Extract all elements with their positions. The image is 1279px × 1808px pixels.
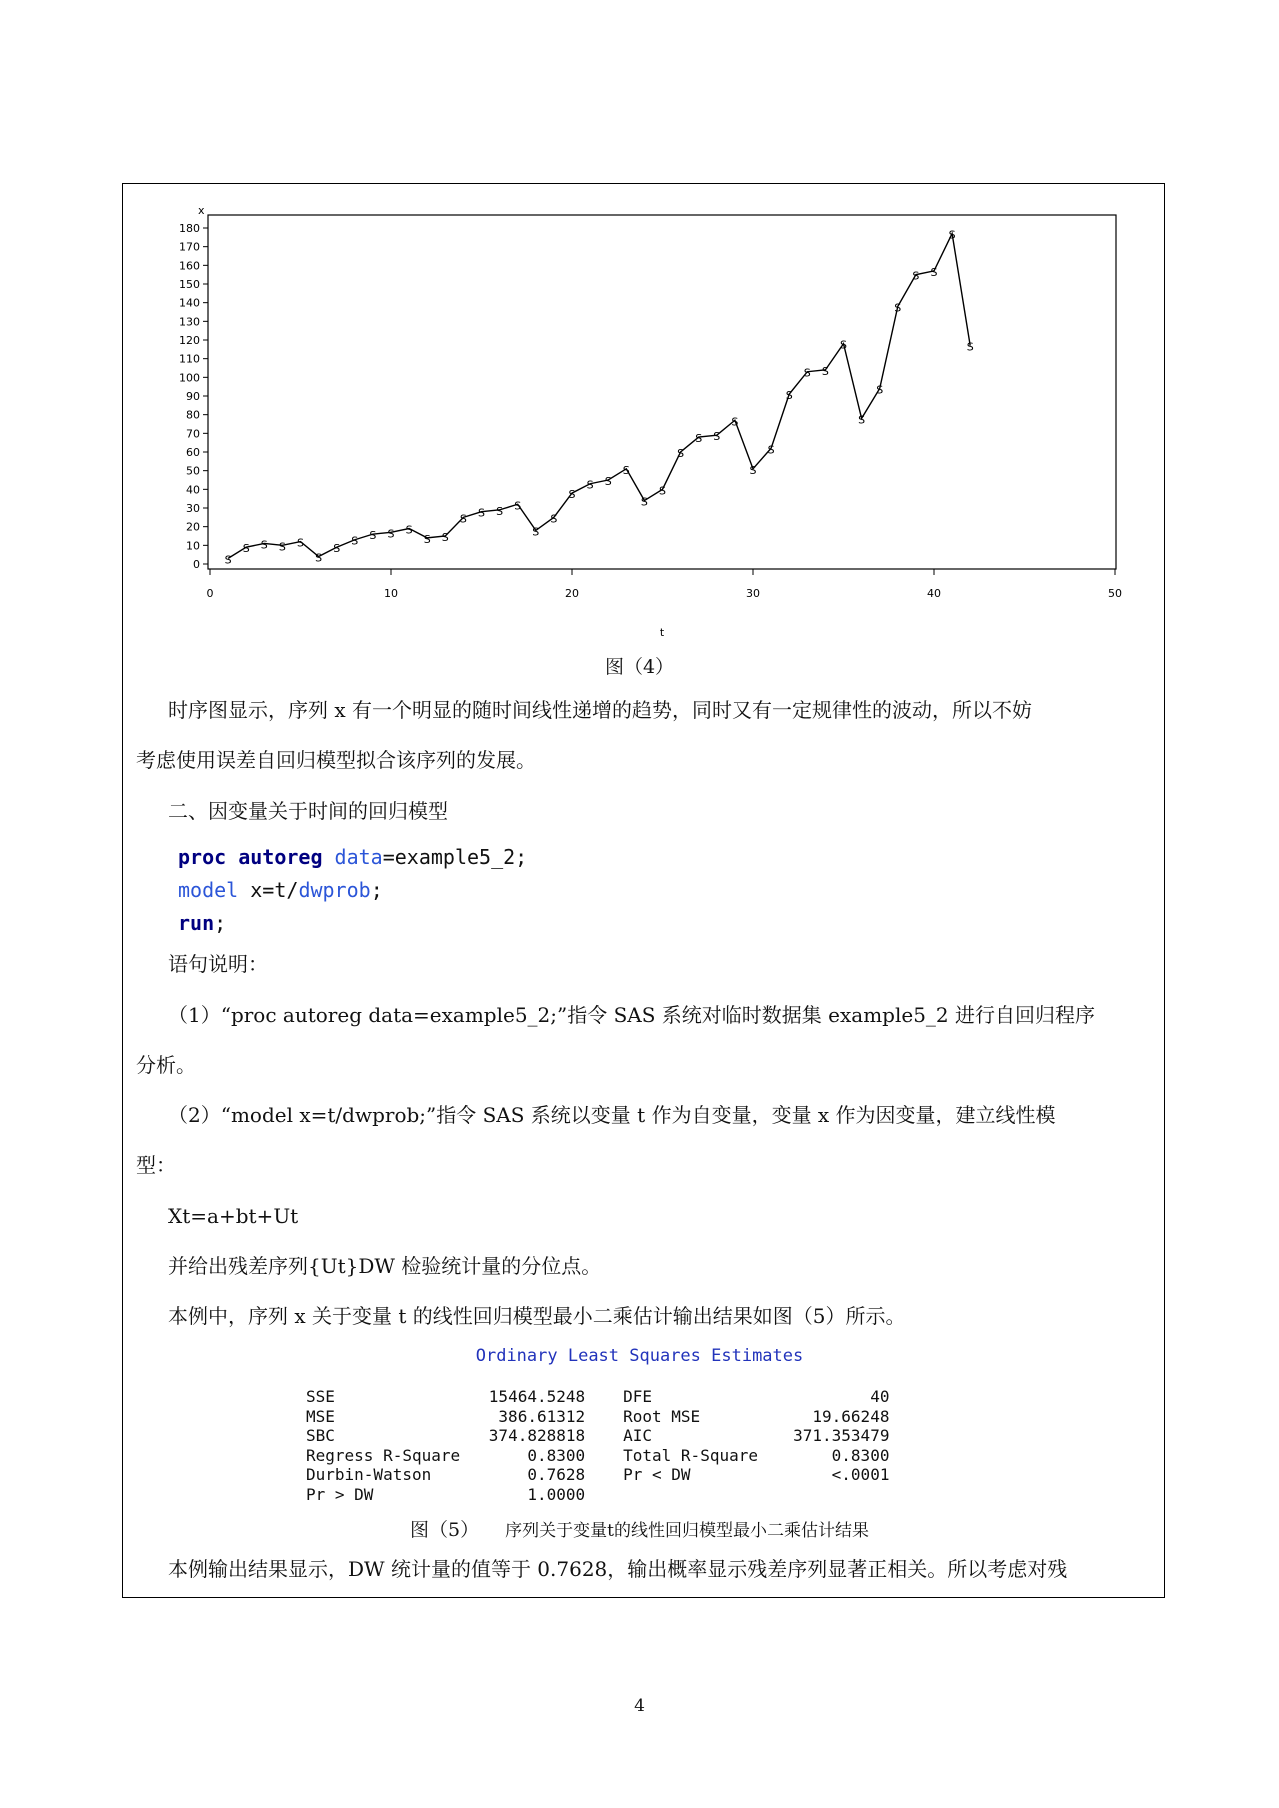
data-point-marker: S	[677, 447, 685, 460]
ols-row	[306, 1407, 889, 1427]
data-point-marker: S	[659, 484, 666, 498]
stat-label: Durbin-Watson	[306, 1465, 432, 1484]
final-paragraph: 本例输出结果显示，DW 统计量的值等于 0.7628，输出概率显示残差序列显著正相关。所以考虑对残	[168, 1557, 1068, 1581]
series-line-x	[228, 234, 970, 559]
ols-row	[306, 1446, 889, 1466]
y-tick-label: 80	[186, 408, 200, 422]
y-tick-label: 100	[179, 371, 200, 385]
data-point-marker: S	[550, 512, 558, 526]
page-number: 4	[634, 1696, 645, 1716]
stat-value: <.0001	[831, 1465, 890, 1484]
stat-value: 374.828818	[488, 1426, 586, 1445]
stat-label: SBC	[306, 1426, 335, 1445]
stat-value: 0.7628	[527, 1465, 586, 1484]
code-text: =example5_2;	[382, 845, 528, 869]
data-point-marker: S	[713, 430, 721, 444]
data-point-marker: S	[803, 366, 811, 380]
section-heading-2: 二、因变量关于时间的回归模型	[168, 799, 448, 823]
data-point-marker: S	[297, 536, 304, 550]
x-axis-label: t	[659, 626, 665, 639]
figure-5-caption	[0, 1515, 1279, 1542]
paragraph-1-line-1: 时序图显示，序列 x 有一个明显的随时间线性递增的趋势，同时又有一定规律性的波动，所以不妨	[168, 698, 1032, 722]
x-tick-label: 40	[927, 587, 941, 600]
stat-label: Pr > DW	[306, 1484, 374, 1504]
y-tick-label: 70	[186, 427, 200, 441]
data-point-marker: S	[333, 542, 341, 556]
data-point-marker: S	[948, 228, 956, 242]
data-point-marker: S	[242, 542, 250, 556]
code-option: dwprob	[298, 878, 371, 902]
data-point-marker: S	[568, 488, 576, 502]
code-text: ;	[370, 878, 383, 902]
stat-value	[793, 1485, 889, 1505]
stat-label: Pr < DW	[623, 1465, 691, 1484]
y-tick-label: 30	[186, 502, 200, 515]
figure-5-text: 序列关于变量t的线性回归模型最小二乘估计结果	[505, 1521, 869, 1541]
data-point-marker: S	[441, 531, 449, 544]
dw-paragraph: 并给出残差序列{Ut}DW 检验统计量的分位点。	[168, 1254, 602, 1278]
data-point-marker: S	[640, 495, 648, 509]
data-point-marker: S	[369, 529, 377, 543]
model-formula: Xt=a+bt+Ut	[168, 1204, 299, 1228]
stat-value: 15464.5248	[488, 1387, 586, 1406]
stat-label: MSE	[306, 1406, 335, 1426]
y-tick-label: 180	[179, 222, 200, 235]
data-point-marker: S	[912, 269, 920, 283]
series-markers	[225, 229, 974, 567]
time-series-plot	[140, 200, 1150, 640]
data-point-marker: S	[876, 383, 884, 397]
code-option: model	[178, 878, 239, 902]
stat-value: 1.0000	[527, 1484, 586, 1504]
stat-label: Total R-Square	[623, 1445, 758, 1465]
code-line-2	[178, 877, 383, 903]
code-text: ;	[214, 911, 227, 935]
data-point-marker: S	[622, 463, 630, 477]
data-point-marker: S	[695, 432, 703, 446]
item-2-line-2: 型：	[136, 1153, 176, 1177]
y-tick-label: 60	[186, 446, 200, 459]
y-tick-label: 160	[179, 259, 200, 273]
data-point-marker: S	[767, 443, 775, 457]
y-tick-label: 170	[179, 240, 200, 254]
x-tick-label: 10	[384, 587, 398, 600]
code-option: data	[334, 845, 383, 869]
data-point-marker: S	[604, 475, 612, 488]
y-axis	[179, 222, 208, 571]
stat-label: AIC	[623, 1426, 653, 1445]
ols-row	[306, 1485, 889, 1505]
code-keyword: run	[178, 911, 215, 935]
data-point-marker: S	[478, 506, 485, 520]
data-point-marker: S	[224, 553, 232, 567]
stat-label	[623, 1485, 793, 1505]
figure-4-caption: 图（4）	[604, 656, 675, 678]
y-tick-label: 20	[186, 520, 200, 534]
data-point-marker: S	[532, 525, 540, 539]
y-tick-label: 0	[193, 558, 200, 571]
data-point-marker: S	[405, 523, 413, 537]
y-tick-label: 10	[186, 539, 200, 553]
y-tick-label: 40	[186, 483, 200, 497]
data-point-marker: S	[731, 415, 739, 429]
ols-row	[306, 1387, 889, 1407]
code-keyword: proc autoreg	[178, 845, 323, 869]
paragraph-1-line-2: 考虑使用误差自回归模型拟合该序列的发展。	[136, 748, 536, 772]
plot-frame	[208, 215, 1116, 569]
data-point-marker: S	[586, 478, 594, 492]
x-tick-label: 20	[565, 587, 579, 600]
data-point-marker: S	[278, 540, 286, 554]
item-1-line-2: 分析。	[136, 1053, 196, 1077]
data-point-marker: S	[930, 265, 938, 279]
ols-row	[306, 1465, 889, 1485]
stat-label: Regress R-Square	[306, 1445, 461, 1465]
y-tick-label: 90	[186, 390, 200, 403]
data-point-marker: S	[459, 512, 467, 526]
stat-value: 0.8300	[831, 1445, 890, 1465]
data-point-marker: S	[260, 538, 268, 552]
data-point-marker: S	[966, 340, 974, 354]
data-point-marker: S	[496, 504, 504, 518]
x-tick-label: 50	[1108, 587, 1122, 600]
data-point-marker: S	[749, 463, 757, 477]
stat-value: 0.8300	[527, 1445, 586, 1465]
x-tick-label: 0	[206, 587, 214, 600]
data-point-marker: S	[387, 527, 395, 541]
data-point-marker: S	[423, 532, 431, 546]
data-point-marker: S	[840, 338, 847, 352]
statement-title: 语句说明：	[168, 952, 268, 976]
stat-label: Root MSE	[623, 1406, 701, 1426]
data-point-marker: S	[351, 534, 359, 548]
y-tick-label: 110	[179, 352, 200, 366]
y-tick-label: 150	[179, 278, 200, 291]
stat-label: SSE	[306, 1387, 335, 1406]
ols-table-title: Ordinary Least Squares Estimates	[475, 1346, 804, 1366]
code-line-1	[178, 844, 527, 870]
data-point-marker: S	[315, 551, 323, 565]
data-point-marker: S	[514, 499, 522, 513]
data-point-marker: S	[785, 389, 793, 403]
y-tick-label: 120	[179, 334, 200, 347]
y-tick-label: 130	[179, 315, 200, 329]
code-line-3	[178, 910, 226, 936]
x-tick-label: 30	[746, 587, 760, 600]
y-tick-label: 140	[179, 296, 200, 310]
y-tick-label: 50	[186, 464, 200, 478]
stat-value: 40	[870, 1387, 890, 1406]
stat-label: DFE	[623, 1387, 653, 1406]
ols-row	[306, 1426, 889, 1446]
stat-value: 19.66248	[812, 1406, 890, 1426]
data-point-marker: S	[894, 301, 902, 315]
y-axis-label: x	[198, 204, 205, 217]
x-axis	[207, 569, 1123, 600]
item-2-line-1: （2）“model x=t/dwprob;”指令 SAS 系统以变量 t 作为自变量，变量 x 作为因变量，建立线性模	[168, 1103, 1056, 1127]
ols-estimates-table	[306, 1387, 889, 1504]
item-1-line-1: （1）“proc autoreg data=example5_2;”指令 SAS 系统对临时数据集 example5_2 进行自回归程序	[168, 1003, 1096, 1027]
data-point-marker: S	[858, 413, 866, 427]
example-paragraph: 本例中，序列 x 关于变量 t 的线性回归模型最小二乘估计输出结果如图（5）所示。	[168, 1304, 906, 1328]
data-point-marker: S	[821, 364, 829, 378]
stat-value: 386.61312	[498, 1406, 586, 1426]
stat-value: 371.353479	[793, 1426, 890, 1445]
figure-5-label: 图（5）	[410, 1519, 480, 1541]
code-text: x=t/	[238, 878, 299, 902]
